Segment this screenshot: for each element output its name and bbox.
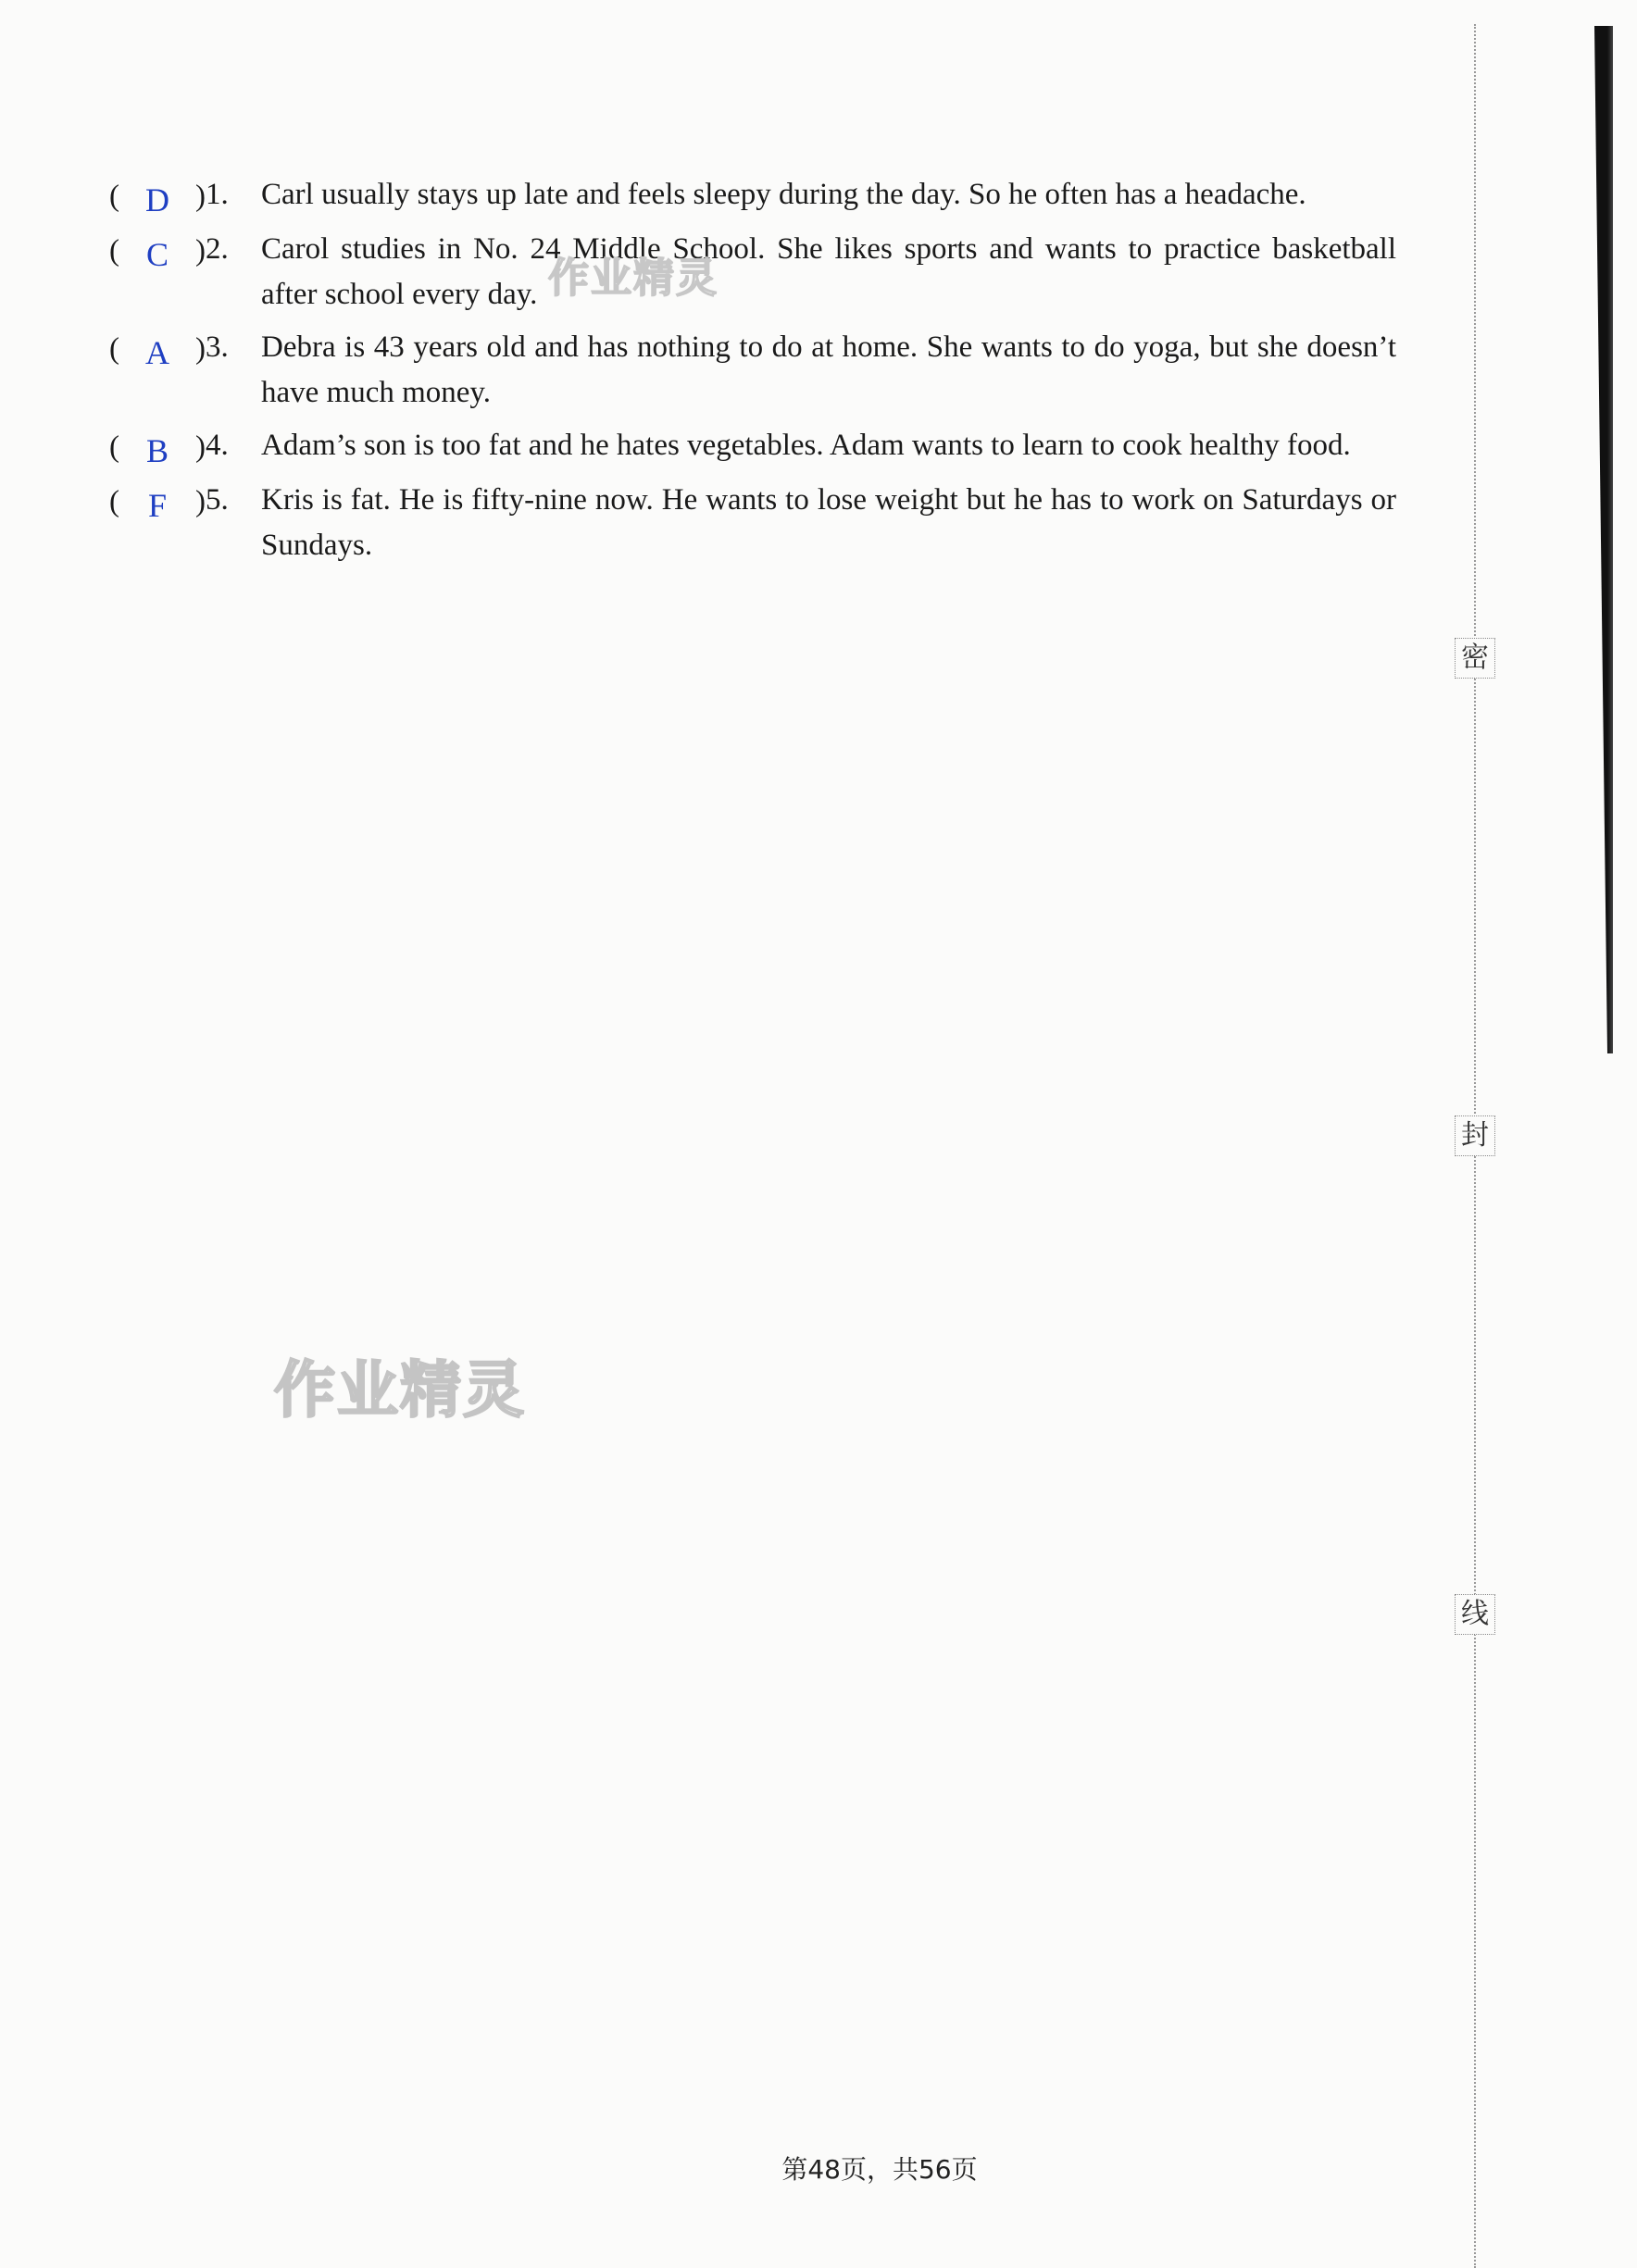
question-text: Debra is 43 years old and has nothing to do at home. She wants to do yoga, but she doesn’t have much money. — [261, 330, 1396, 409]
answer-bracket: ( B ) — [109, 423, 206, 470]
question-list — [109, 172, 1396, 576]
question-text: Adam’s son is too fat and he hates vegetables. Adam wants to learn to cook healthy food. — [261, 429, 1351, 462]
answer-letter: A — [145, 334, 169, 371]
watermark: 作业精灵 — [274, 1354, 526, 1426]
binding-char-mi: 密 — [1455, 638, 1495, 679]
question-text: Carl usually stays up late and feels sleepy during the day. So he often has a headache. — [261, 178, 1306, 211]
question-number: 2. — [206, 232, 229, 266]
binding-char-xian: 线 — [1455, 1594, 1495, 1635]
watermark: 作业精灵 — [548, 255, 719, 302]
question-number: 1. — [206, 178, 229, 211]
scan-edge-shadow — [1594, 26, 1613, 1053]
question-number: 3. — [206, 330, 229, 364]
answer-bracket: ( D ) — [109, 172, 206, 219]
answer-letter: C — [145, 236, 169, 273]
answer-letter: B — [145, 432, 169, 469]
binding-char-feng: 封 — [1455, 1115, 1495, 1156]
answer-bracket: ( A ) — [109, 325, 206, 372]
question-number: 5. — [206, 483, 229, 517]
question-item — [109, 478, 1396, 568]
page-footer: 第48页，共56页 — [781, 2154, 978, 2185]
question-number: 4. — [206, 429, 229, 462]
question-item — [109, 227, 1396, 318]
question-item — [109, 172, 1396, 219]
answer-letter: D — [145, 181, 169, 218]
answer-letter: F — [147, 487, 168, 524]
question-text: Carol studies in No. 24 Middle School. She likes sports and wants to practice basketball after school every day. — [261, 232, 1396, 311]
answer-bracket: ( F ) — [109, 478, 206, 525]
question-item — [109, 423, 1396, 470]
answer-bracket: ( C ) — [109, 227, 206, 274]
question-text: Kris is fat. He is fifty-nine now. He wants to lose weight but he has to work on Saturdays or Sundays. — [261, 483, 1396, 562]
question-item — [109, 325, 1396, 416]
